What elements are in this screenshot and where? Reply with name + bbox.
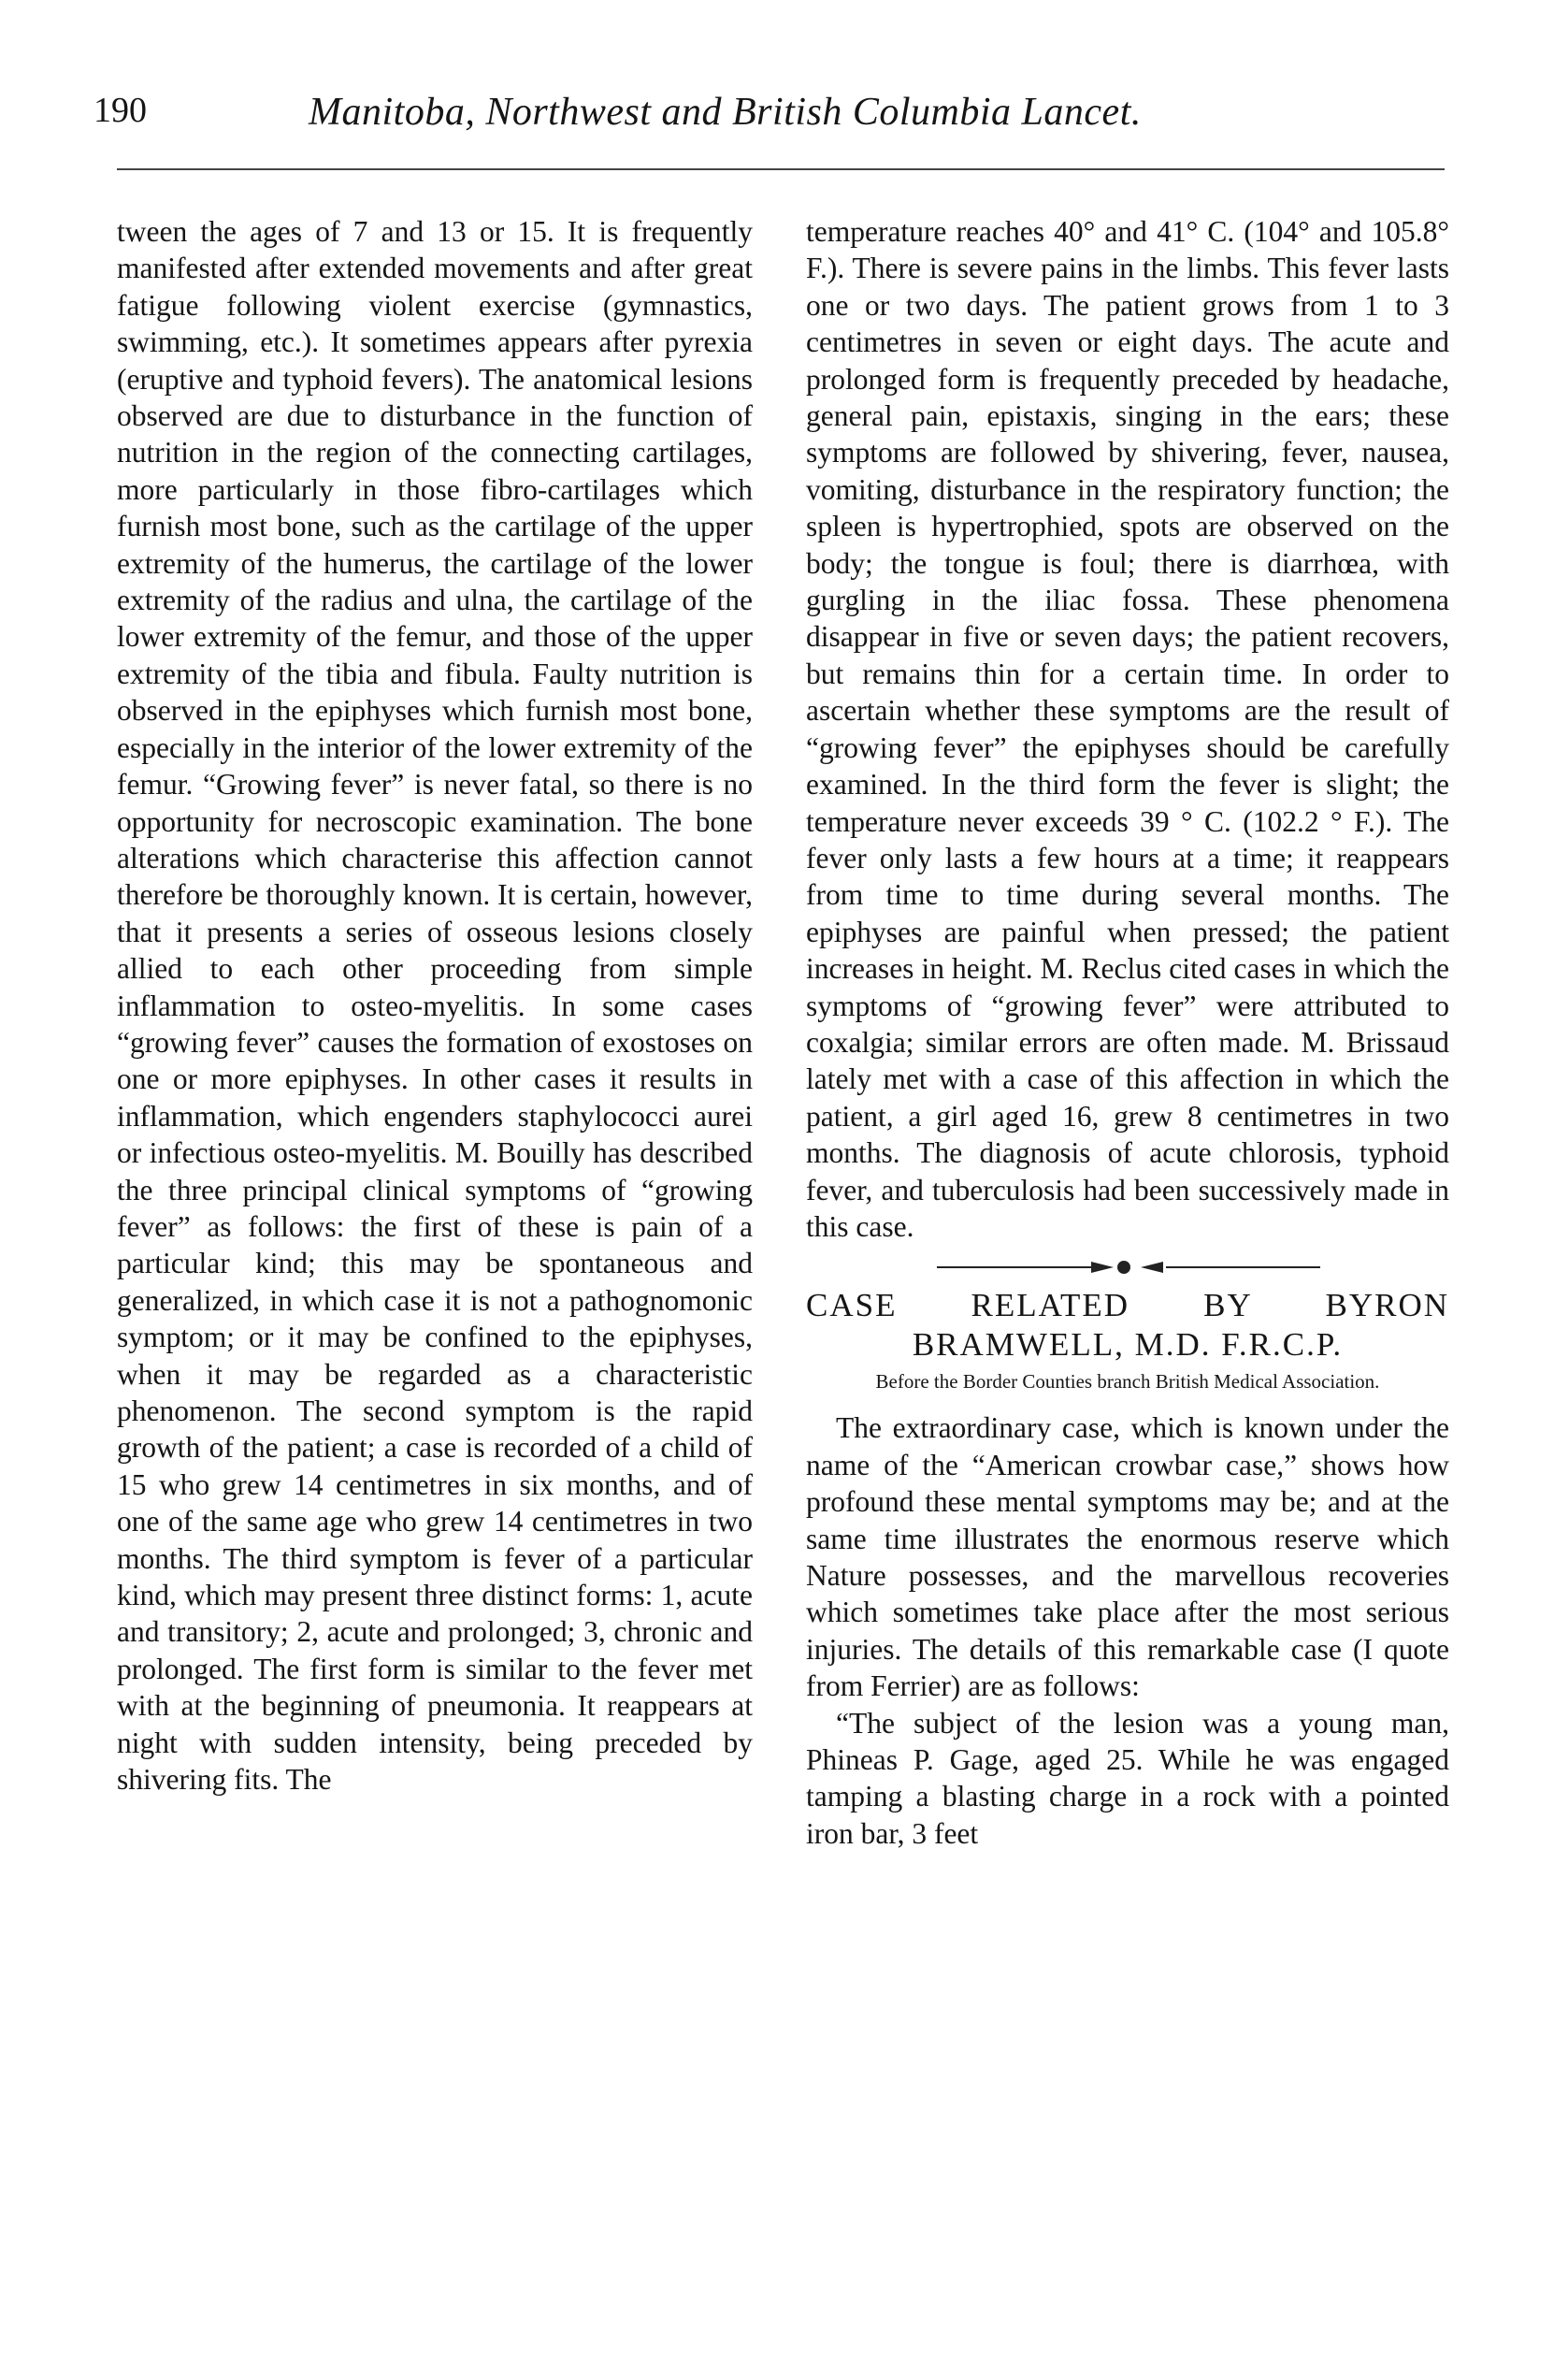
header-rule bbox=[117, 168, 1445, 170]
ornament-arrow-left-icon bbox=[1141, 1262, 1163, 1273]
right-column-paragraph-3: “The subject of the lesion was a young man, Phineas P. Gage, aged 25. While he was engaged tamping a blasting charge in a rock with a pointed iron bar, 3 feet bbox=[806, 1706, 1449, 1850]
left-column-paragraph: tween the ages of 7 and 13 or 15. It is frequently manifested after extended movements and after great fatigue following violent exercise (gymnastics, swimming, etc.). It sometimes appears after pyrexia (eruptive and typhoid fevers). The anatomical lesions observed are due to disturbance in the function of nutrition in the region of the connecting cartilages, more particularly in those fibro-cartilages which furnish most bone, such as the cartilage of the upper extremity of the humerus, the cartilage of the lower extremity of the radius and ulna, the cartilage of the lower extremity of the femur, and those of the upper extremity of the tibia and fibula. Faulty nutrition is observed in the epiphyses which furnish most bone, especially in the interior of the lower extremity of the femur. “Growing fever” is never fatal, so there is no opportunity for necroscopic examination. The bone alterations which characterise this affection cannot therefore be thoroughly known. It is certain, however, that it presents a series of osseous lesions closely allied to each other proceeding from simple inflammation to osteo-myelitis. In some cases “growing fever” causes the formation of exostoses on one or more epiphyses. In other cases it results in inflammation, which engenders staphylococci aurei or infectious osteo-myelitis. M. Bouilly has described the three principal clinical symptoms of “growing fever” as follows: the first of these is pain of a particular kind; this may be spontaneous and generalized, in which case it is not a pathognomonic symptom; or it may be confined to the epiphyses, when it may be regarded as a characteristic phenomenon. The second symptom is the rapid growth of the patient; a case is recorded of a child of 15 who grew 14 centimetres in six months, and of one of the same age who grew 14 centimetres in two months. The third symptom is fever of a particular kind, which may present three distinct forms: 1, acute and transitory; 2, acute and prolonged; 3, chronic and prolonged. The first form is similar to the fever met with at the beginning of pneumonia. It reappears at night with sudden intensity, being preceded by shivering fits. The bbox=[117, 215, 753, 1797]
ornament-line-left bbox=[937, 1266, 1096, 1268]
ornament-line-right bbox=[1166, 1266, 1320, 1268]
left-column bbox=[117, 213, 753, 1798]
ornament-dot-icon bbox=[1117, 1261, 1130, 1274]
running-head bbox=[94, 90, 1459, 146]
page-number: 190 bbox=[94, 91, 147, 130]
journal-title: Manitoba, Northwest and British Columbia Lancet. bbox=[309, 91, 1142, 134]
right-column-paragraph-1: temperature reaches 40° and 41° C. (104° and 105.8° F.). There is severe pains in the limbs. This fever lasts one or two days. The patient grows from 1 to 3 centimetres in seven or eight days. The acute and prolonged form is frequently preceded by headache, general pain, epistaxis, singing in the ears; these symptoms are followed by shivering, fever, nausea, vomiting, disturbance in the respiratory function; the spleen is hypertrophied, spots are observed on the body; the tongue is foul; there is diarrhœa, with gurgling in the iliac fossa. These phenomena disappear in five or seven days; the patient recovers, but remains thin for a certain time. In order to ascertain whether these symptoms are the result of “growing fever” the epiphyses should be carefully examined. In the third form the fever is slight; the temperature never exceeds 39 ° C. (102.2 ° F.). The fever only lasts a few hours at a time; it reappears from time to time during several months. The epiphyses are painful when pressed; the patient increases in height. M. Reclus cited cases in which the symptoms of “growing fever” were attributed to coxalgia; similar errors are often made. M. Brissaud lately met with a case of this affection in which the patient, a girl aged 16, grew 8 centimetres in two months. The diagnosis of acute chlorosis, typhoid fever, and tuberculosis had been successively made in this case. bbox=[806, 215, 1449, 1243]
ornament-arrow-right-icon bbox=[1091, 1262, 1114, 1273]
case-byline: Before the Border Counties branch British Medical Association. bbox=[875, 1370, 1380, 1394]
case-heading-line-2: BRAMWELL, M.D. F.R.C.P. bbox=[912, 1326, 1344, 1364]
section-ornament bbox=[806, 1254, 1449, 1280]
right-column-paragraph-2: The extraordinary case, which is known under the name of the “American crowbar case,” shows how profound these mental symptoms may be; and at the same time illustrates the enormous reserve which Nature possesses, and the marvellous recoveries which sometimes take place after the most serious injuries. The details of this remarkable case (I quote from Ferrier) are as follows: bbox=[806, 1411, 1449, 1703]
case-heading-line-1: CASE RELATED BY BYRON bbox=[806, 1287, 1449, 1324]
right-column bbox=[806, 213, 1449, 1852]
